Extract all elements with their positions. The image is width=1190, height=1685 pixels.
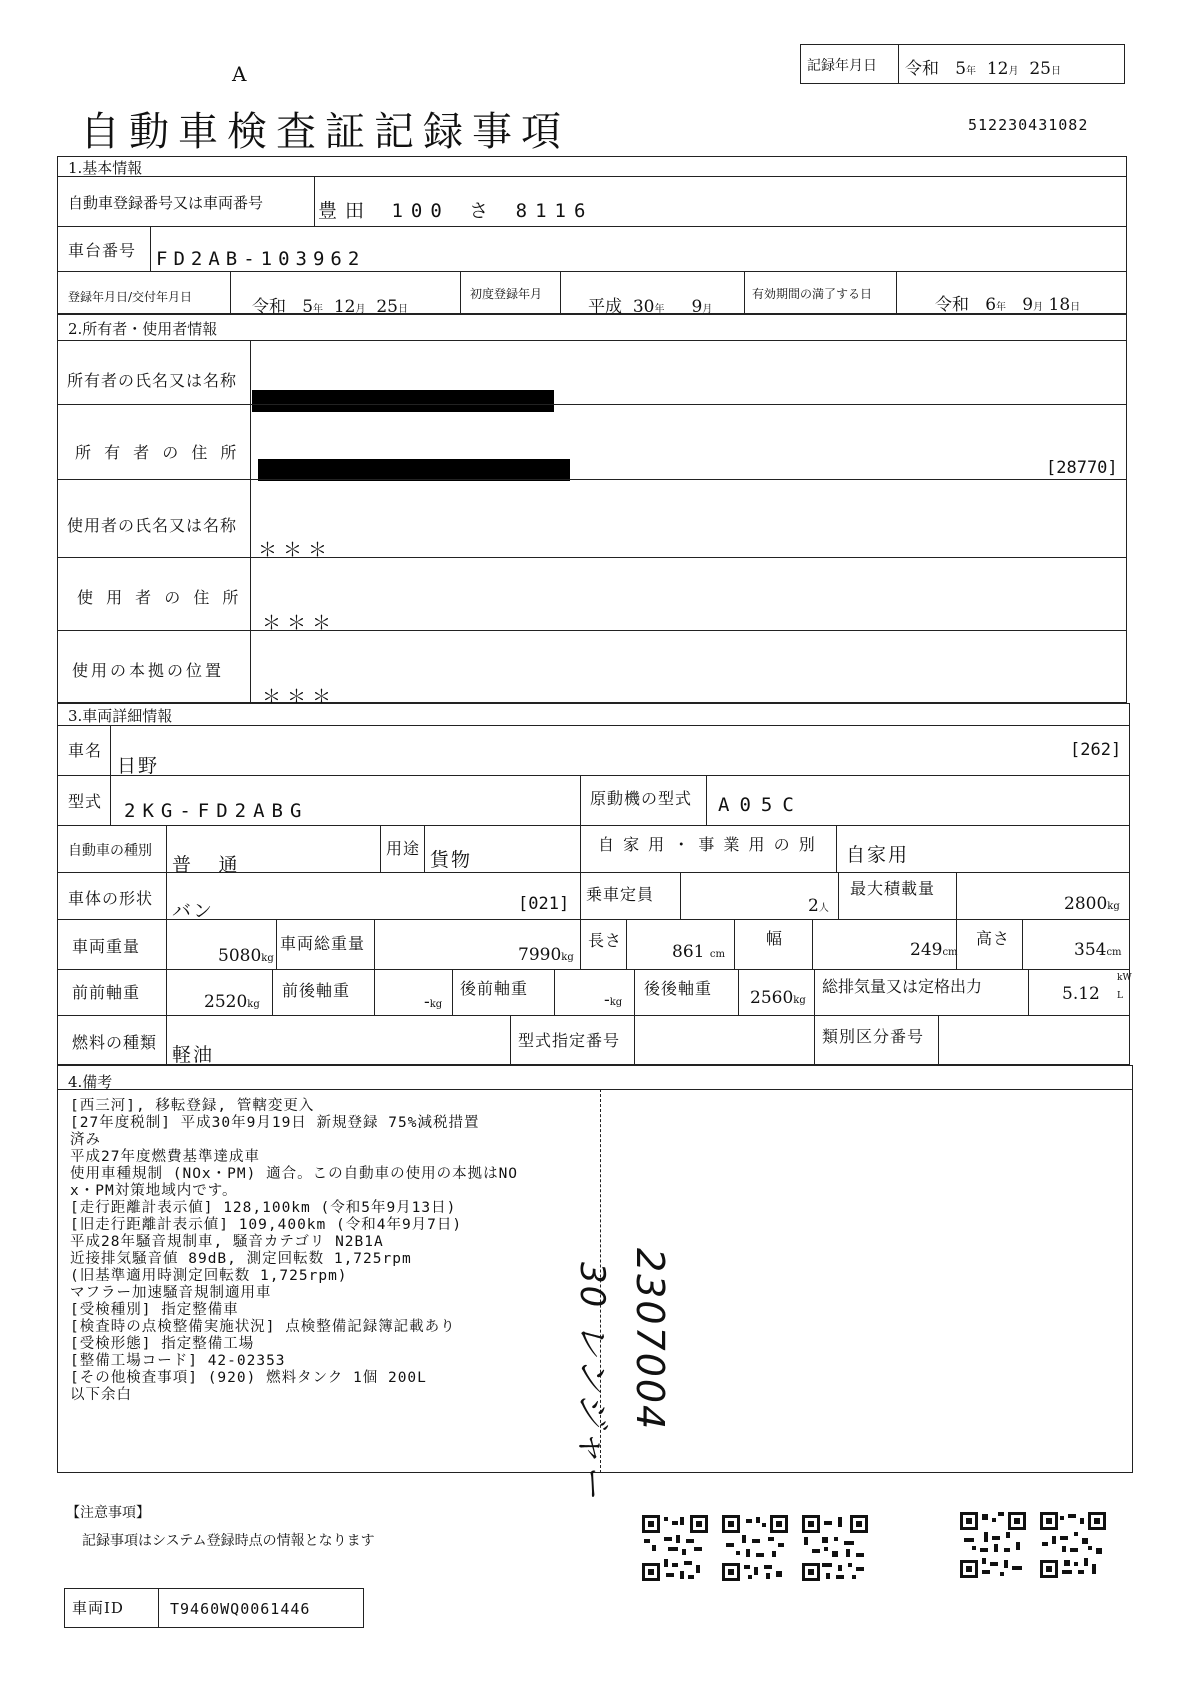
chassis-label: 車台番号 [68, 241, 137, 260]
ff-axle-label: 前前軸重 [72, 983, 141, 1002]
owner-name-redacted [252, 390, 554, 412]
fr-axle-weight: -kg [424, 992, 443, 1012]
handwritten-note-1: 2307004 [628, 1248, 672, 1432]
owner-address-label: 所 有 者 の 住 所 [75, 443, 241, 462]
section-3-heading: 3.車両詳細情報 [68, 707, 173, 725]
gross-weight-label: 車両総重量 [280, 934, 366, 953]
kind-label: 自動車の種別 [68, 843, 152, 859]
qr-code-icon [642, 1515, 708, 1581]
displacement-label: 総排気量又は定格出力 [822, 977, 983, 996]
kind: 普 通 [172, 854, 246, 876]
private-label: 自 家 用 ・ 事 業 用 の 別 [598, 835, 817, 854]
note-line: [旧走行距離計表示値] 109,400km (令和4年9月7日) [70, 1217, 463, 1233]
body-shape: バン [172, 900, 215, 922]
capacity-label: 乗車定員 [586, 885, 655, 904]
rr-axle-weight: 2560kg [750, 988, 806, 1008]
qr-code-icon [960, 1512, 1026, 1578]
vehicle-weight-label: 車両重量 [72, 937, 141, 956]
note-line: マフラー加速騒音規制適用車 [70, 1285, 272, 1301]
user-address-label: 使 用 者 の 住 所 [77, 588, 243, 607]
reg-date-label: 登録年月日/交付年月日 [68, 290, 193, 304]
length: 861 cm [672, 942, 725, 962]
copy-mark: A [232, 62, 247, 86]
note-line: 済み [70, 1132, 101, 1148]
vehicle-weight: 5080kg [218, 946, 274, 966]
class-number-label: 類別区分番号 [822, 1027, 925, 1046]
section-2-heading: 2.所有者・使用者情報 [68, 320, 218, 338]
use: 貨物 [430, 849, 473, 871]
rf-axle-label: 後前軸重 [460, 979, 529, 998]
qr-code-icon [722, 1515, 788, 1581]
reg-number: 豊田 100 さ 8116 [318, 200, 594, 222]
section-4-heading: 4.備考 [68, 1073, 113, 1091]
private-use: 自家用 [846, 844, 910, 866]
user-name: ＊＊＊ [258, 539, 334, 561]
owner-address-code: [28770] [1046, 458, 1118, 478]
base-location-label: 使用の本拠の位置 [72, 661, 225, 680]
doc-number: 512230431082 [968, 116, 1089, 134]
note-line: [整備工場コード] 42-02353 [70, 1353, 286, 1369]
notice-text: 記録事項はシステム登録時点の情報となります [82, 1533, 375, 1549]
owner-name-label: 所有者の氏名又は名称 [67, 371, 238, 390]
page-title: 自動車検査証記録事項 [80, 109, 570, 155]
model-label: 型式 [68, 792, 103, 811]
note-line: 使用車種規制 (NOx・PM) 適合。この自動車の使用の本拠はNO [70, 1166, 519, 1182]
reg-number-label: 自動車登録番号又は車両番号 [68, 194, 264, 212]
base-location: ＊＊＊ [262, 686, 338, 708]
maker: 日野 [117, 755, 160, 777]
note-line: 以下余白 [70, 1387, 132, 1403]
note-line: 平成27年度燃費基準達成車 [70, 1149, 260, 1165]
user-address: ＊＊＊ [262, 612, 338, 634]
fuel: 軽油 [172, 1044, 215, 1066]
maker-code: [262] [1070, 740, 1122, 760]
note-line: [検査時の点検整備実施状況] 点検整備記録簿記載あり [70, 1319, 456, 1335]
chassis-number: FD2AB-103962 [156, 248, 366, 270]
ff-axle-weight: 2520kg [204, 992, 260, 1012]
first-reg-date: 平成 30年 9月 [588, 297, 713, 317]
engine-model: A05C [718, 794, 804, 816]
height-label: 高さ [976, 929, 1011, 948]
note-line: 平成28年騒音規制車, 騒音カテゴリ N2B1A [70, 1234, 384, 1250]
max-load: 2800kg [1064, 894, 1120, 914]
note-line: [受検種別] 指定整備車 [70, 1302, 239, 1318]
model: 2KG-FD2ABG [124, 800, 309, 822]
note-line: [27年度税制] 平成30年9月19日 新規登録 75%減税措置 [70, 1115, 480, 1131]
fr-axle-label: 前後軸重 [282, 981, 351, 1000]
remarks-notes [70, 1098, 518, 1404]
note-line: [走行距離計表示値] 128,100km (令和5年9月13日) [70, 1200, 457, 1216]
expiry-label: 有効期間の満了する日 [752, 287, 873, 301]
note-line: [その他検査事項] (920) 燃料タンク 1個 200L [70, 1370, 427, 1386]
rr-axle-label: 後後軸重 [644, 979, 713, 998]
qr-code-icon [802, 1515, 868, 1581]
use-label: 用途 [386, 839, 421, 858]
user-name-label: 使用者の氏名又は名称 [67, 516, 238, 535]
note-line: [西三河], 移転登録, 管轄変更入 [70, 1098, 315, 1114]
note-line: (旧基準適用時測定回転数 1,725rpm) [70, 1268, 348, 1284]
type-designation-label: 型式指定番号 [518, 1031, 621, 1050]
capacity: 2人 [808, 896, 829, 916]
width: 249cm [910, 940, 958, 960]
note-line: [受検形態] 指定整備工場 [70, 1336, 255, 1352]
displacement-unit: kW L [1117, 973, 1132, 1001]
fuel-label: 燃料の種類 [72, 1033, 158, 1052]
body-shape-code: [021] [518, 894, 570, 914]
record-date-label: 記録年月日 [807, 58, 877, 74]
gross-weight: 7990kg [518, 945, 574, 965]
note-line: 近接排気騒音値 89dB, 測定回転数 1,725rpm [70, 1251, 412, 1267]
notice-heading: 【注意事項】 [66, 1505, 150, 1521]
displacement: 5.12 [1062, 984, 1100, 1004]
vehicle-id-label: 車両ID [72, 1599, 124, 1617]
height: 354cm [1074, 940, 1122, 960]
length-label: 長さ [588, 931, 623, 950]
first-reg-label: 初度登録年月 [470, 287, 543, 301]
rf-axle-weight: -kg [604, 990, 623, 1010]
width-label: 幅 [766, 929, 784, 948]
max-load-label: 最大積載量 [850, 879, 936, 898]
record-date: 令和 5年 12月 25日 [905, 59, 1061, 79]
qr-code-icon [1040, 1512, 1106, 1578]
section-1-heading: 1.基本情報 [68, 159, 143, 177]
handwritten-note-2: 30 レンジャー [572, 1262, 612, 1500]
reg-date: 令和 5年 12月 25日 [252, 297, 408, 317]
note-line: x・PM対策地域内です。 [70, 1183, 238, 1199]
engine-label: 原動機の型式 [590, 789, 693, 808]
maker-label: 車名 [68, 741, 103, 760]
body-shape-label: 車体の形状 [68, 889, 154, 908]
owner-address-redacted [258, 459, 570, 481]
expiry-date: 令和 6年 9月 18日 [935, 295, 1081, 315]
vehicle-id: T9460WQ0061446 [170, 1600, 311, 1618]
